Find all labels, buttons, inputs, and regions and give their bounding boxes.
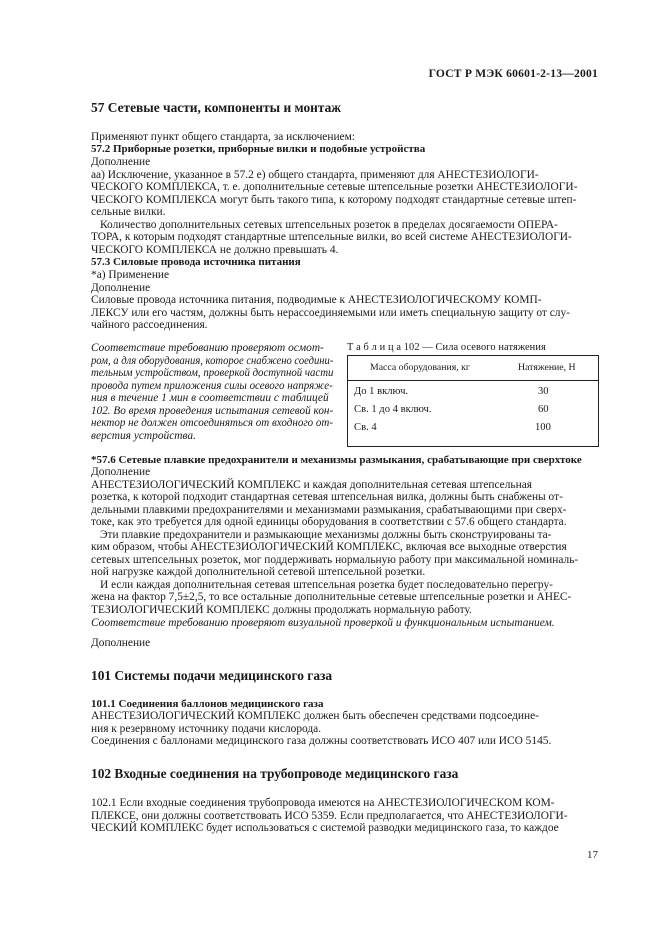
text-line: АНЕСТЕЗИОЛОГИЧЕСКИЙ КОМПЛЕКС должен быть обеспечен средствами подсоедине-	[91, 710, 539, 722]
test-method-line: ром, а для оборудования, которое снабжено соедини-	[91, 355, 334, 367]
replacement-label: *а) Применение	[91, 269, 170, 281]
test-method-line: ния в течение 1 мин в соответствии с таблицей	[91, 392, 329, 404]
subsection-57-3-title: 57.3 Силовые провода источника питания	[91, 256, 301, 268]
test-method-line: нектор не должен отсоединяться от входного от-	[91, 417, 334, 429]
text-line: ной нагрузке каждой дополнительной сетевой штепсельной розетки.	[91, 566, 426, 578]
test-method-line: Соответствие требованию проверяют визуальной проверкой и функциональным испытанием.	[91, 617, 555, 629]
text-line: Эти плавкие предохранители и размыкающие механизмы должны быть сконструированы та-	[100, 529, 552, 541]
page-number: 17	[587, 849, 598, 861]
text-line: сетевых штепсельных розеток, мог поддерживать нормальную работу при максимальной номиналь-	[91, 554, 579, 566]
text-line: И если каждая дополнительная сетевая штепсельная розетка будет последовательно перегру-	[100, 579, 553, 591]
text-line: 102.1 Если входные соединения трубопровода имеются на АНЕСТЕЗИОЛОГИЧЕСКОМ КОМ-	[91, 797, 555, 809]
table-header-mass: Масса оборудования, кг	[370, 362, 470, 373]
section-57-title: 57 Сетевые части, компоненты и монтаж	[91, 100, 342, 115]
subsection-101-1-title: 101.1 Соединения баллонов медицинского газа	[91, 698, 324, 710]
table-cell-mass: Св. 1 до 4 включ.	[354, 404, 432, 415]
table-header-divider	[348, 380, 598, 381]
text-line: ТОРА, к которым подходят стандартные штепсельные вилки, во всей системе АНЕСТЕЗИОЛОГИ-	[91, 231, 572, 243]
table-caption: Т а б л и ц а 102 — Сила осевого натяжения	[347, 342, 546, 353]
text-line: ЛЕКСУ или его частям, должны быть нерассоединяемыми или иметь специальную защиту от слу-	[91, 307, 570, 319]
addition-label: Дополнение	[91, 156, 151, 168]
text-line: чайного рассоединения.	[91, 319, 208, 331]
text-line: ЧЕСКОГО КОМПЛЕКСА не должно превышать 4.	[91, 244, 339, 256]
text-line: Силовые провода источника питания, подводимые к АНЕСТЕЗИОЛОГИЧЕСКОМУ КОМП-	[91, 294, 542, 306]
text-line: токе, как это требуется для одной единицы оборудования в соответствии с 57.6 общего стандарта.	[91, 516, 567, 528]
table-cell-mass: До 1 включ.	[354, 386, 409, 397]
text-line: Применяют пункт общего стандарта, за исключением:	[91, 131, 355, 143]
subsection-57-6-title: *57.6 Сетевые плавкие предохранители и механизмы размыкания, срабатывающие при сверхтоке	[91, 454, 582, 466]
section-101-title: 101 Системы подачи медицинского газа	[91, 668, 333, 683]
test-method-line: провода путем приложения силы осевого напряже-	[91, 380, 333, 392]
table-cell-force: 100	[535, 422, 551, 433]
text-line: аа) Исключение, указанное в 57.2 е) общего стандарта, применяют для АНЕСТЕЗИОЛОГИ-	[91, 169, 539, 181]
addition-label: Дополнение	[91, 466, 151, 478]
table-cell-mass: Св. 4	[354, 422, 377, 433]
table-cell-force: 60	[538, 404, 549, 415]
table-102	[347, 355, 599, 447]
text-line: розетка, к которой подходит стандартная сетевая штепсельная вилка, должны быть снабжены от-	[91, 491, 563, 503]
text-line: Количество дополнительных сетевых штепсельных розеток в пределах досягаемости ОПЕРА-	[100, 219, 558, 231]
addition-label: Дополнение	[91, 637, 151, 649]
subsection-57-2-title: 57.2 Приборные розетки, приборные вилки и подобные устройства	[91, 143, 426, 155]
text-line: ПЛЕКСЕ, они должны соответствовать ИСО 5359. Если предполагается, что АНЕСТЕЗИОЛОГИ-	[91, 810, 568, 822]
test-method-line: верстия устройства.	[91, 430, 196, 442]
text-line: жена на фактор 7,5±2,5, то все остальные дополнительные сетевые штепсельные розетки и АНЕС-	[91, 591, 572, 603]
addition-label: Дополнение	[91, 282, 151, 294]
test-method-line: 102. Во время проведения испытания сетевой кон-	[91, 405, 334, 417]
section-102-title: 102 Входные соединения на трубопроводе медицинского газа	[91, 766, 459, 781]
text-line: АНЕСТЕЗИОЛОГИЧЕСКИЙ КОМПЛЕКС и каждая дополнительная сетевая штепсельная	[91, 479, 533, 491]
text-line: ЧЕСКОГО КОМПЛЕКСА могут быть такого типа, к которому подходят стандартные сетевые штеп-	[91, 194, 577, 206]
document-header: ГОСТ Р МЭК 60601-2-13—2001	[428, 67, 598, 80]
text-line: ким образом, чтобы АНЕСТЕЗИОЛОГИЧЕСКИЙ КОМПЛЕКС, включая все выходные отверстия	[91, 541, 567, 553]
text-line: ЧЕСКОГО КОМПЛЕКСА, т. е. дополнительные сетевые штепсельные розетки АНЕСТЕЗИОЛОГИ-	[91, 181, 578, 193]
text-line: ТЕЗИОЛОГИЧЕСКИЙ КОМПЛЕКС должны продолжать нормальную работу.	[91, 604, 472, 616]
text-line: ния к резервному источнику подачи кислорода.	[91, 723, 322, 735]
table-header-force: Натяжение, Н	[518, 362, 576, 373]
text-line: дельными плавкими предохранителями и механизмами размыкания, срабатывающими при сверх-	[91, 504, 567, 516]
test-method-line: Соответствие требованию проверяют осмот-	[91, 342, 324, 354]
text-line: сельные вилки.	[91, 206, 166, 218]
text-line: ЧЕСКИЙ КОМПЛЕКС будет использоваться с системой разводки медицинского газа, то каждое	[91, 822, 559, 834]
table-cell-force: 30	[538, 386, 549, 397]
test-method-line: тельным устройством, проверкой доступной части	[91, 367, 334, 379]
text-line: Соединения с баллонами медицинского газа должны соответствовать ИСО 407 или ИСО 5145.	[91, 735, 552, 747]
